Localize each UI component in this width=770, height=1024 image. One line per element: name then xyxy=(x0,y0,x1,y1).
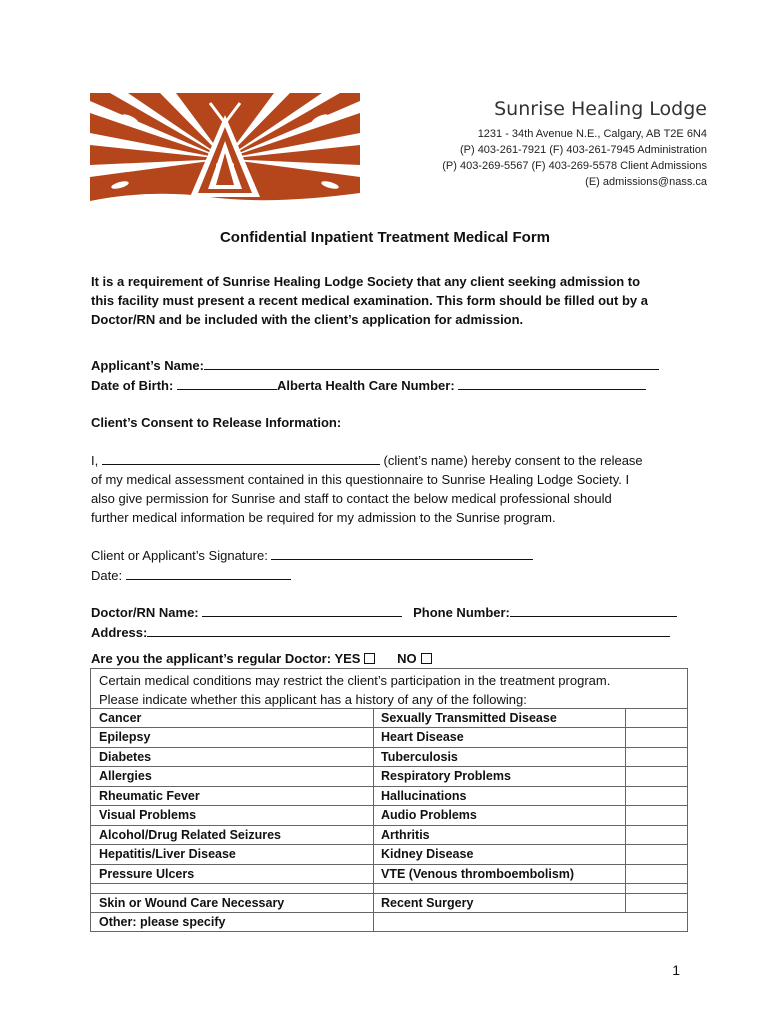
condition-check-cell[interactable] xyxy=(626,787,686,806)
condition-right-label: Arthritis xyxy=(381,828,430,842)
dob-field[interactable] xyxy=(177,375,277,390)
doctor-block xyxy=(91,602,691,642)
consent-line: also give permission for Sunrise and staff to contact the below medical professional should xyxy=(91,491,612,506)
condition-spacer-row xyxy=(91,883,687,894)
condition-row xyxy=(91,786,687,806)
condition-left-label: Diabetes xyxy=(99,750,152,764)
condition-check-cell[interactable] xyxy=(626,709,686,728)
condition-left-label: Skin or Wound Care Necessary xyxy=(99,896,285,910)
condition-right-label: Heart Disease xyxy=(381,730,464,744)
date-field[interactable] xyxy=(126,565,291,580)
condition-right-label: Sexually Transmitted Disease xyxy=(381,711,557,725)
condition-right-label: Audio Problems xyxy=(381,808,477,822)
signature-row xyxy=(91,545,691,565)
page-number: 1 xyxy=(672,962,680,978)
condition-right-label: Respiratory Problems xyxy=(381,769,511,783)
condition-row xyxy=(91,727,687,747)
doctor-name-field[interactable] xyxy=(202,602,402,617)
condition-row xyxy=(91,893,687,913)
no-label: NO xyxy=(397,651,417,666)
condition-check-cell[interactable] xyxy=(626,865,686,884)
condition-left-label: Visual Problems xyxy=(99,808,197,822)
condition-left-label: Alcohol/Drug Related Seizures xyxy=(99,828,281,842)
conditions-intro-line: Please indicate whether this applicant has a history of any of the following: xyxy=(99,692,527,707)
consent-line: of my medical assessment contained in this questionnaire to Sunrise Healing Lodge Society. I xyxy=(91,472,630,487)
consent-paragraph xyxy=(91,450,691,527)
condition-check-cell[interactable] xyxy=(626,728,686,747)
applicant-info xyxy=(91,355,691,395)
date-row xyxy=(91,565,691,585)
consent-line: further medical information be required for my admission to the Sunrise program. xyxy=(91,510,556,525)
condition-right-label: Kidney Disease xyxy=(381,847,474,861)
condition-left-label: Allergies xyxy=(99,769,152,783)
other-label: Other: please specify xyxy=(99,915,226,929)
condition-left-label: Pressure Ulcers xyxy=(99,867,195,881)
address-field[interactable] xyxy=(147,622,670,637)
organization-header xyxy=(442,98,707,190)
date-label: Date: xyxy=(91,568,123,583)
condition-check-cell[interactable] xyxy=(626,806,686,825)
condition-left-label: Epilepsy xyxy=(99,730,151,744)
consent-i: I, xyxy=(91,453,99,468)
yes-checkbox[interactable] xyxy=(364,653,375,664)
condition-left-label: Rheumatic Fever xyxy=(99,789,200,803)
condition-row xyxy=(91,805,687,825)
form-title: Confidential Inpatient Treatment Medical Form xyxy=(219,229,551,246)
address-row xyxy=(91,622,691,642)
client-name-field[interactable] xyxy=(102,450,380,465)
regular-doctor-label: Are you the applicant’s regular Doctor: YES xyxy=(91,651,361,666)
org-phone-admin: (P) 403-261-7921 (F) 403-261-7945 Administration xyxy=(459,144,707,156)
signature-label: Client or Applicant’s Signature: xyxy=(91,548,268,563)
condition-check-cell[interactable] xyxy=(626,767,686,786)
condition-left-label: Hepatitis/Liver Disease xyxy=(99,847,236,861)
regular-doctor-row xyxy=(91,649,691,668)
dob-label: Date of Birth: xyxy=(91,378,174,393)
org-email: (E) admissions@nass.ca xyxy=(585,176,707,188)
conditions-intro xyxy=(99,671,610,709)
no-checkbox[interactable] xyxy=(421,653,432,664)
intro-line: this facility must present a recent medical examination. This form should be filled out by a xyxy=(91,293,648,308)
address-label: Address: xyxy=(91,625,148,640)
condition-row xyxy=(91,864,687,884)
form-intro xyxy=(91,272,691,329)
org-phone-client: (P) 403-269-5567 (F) 403-269-5578 Client Admissions xyxy=(442,160,707,172)
consent-text: (client’s name) hereby consent to the release xyxy=(383,453,643,468)
dob-row xyxy=(91,375,691,395)
consent-heading: Client’s Consent to Release Information: xyxy=(91,415,342,430)
conditions-intro-line: Certain medical conditions may restrict the client’s participation in the treatment program. xyxy=(99,673,611,688)
condition-row xyxy=(91,825,687,845)
condition-check-cell[interactable] xyxy=(626,894,686,913)
condition-left-label: Cancer xyxy=(99,711,142,725)
applicant-name-label: Applicant’s Name: xyxy=(91,358,204,373)
doctor-name-label: Doctor/RN Name: xyxy=(91,605,199,620)
sunrise-logo xyxy=(90,93,360,226)
phone-label: Phone Number: xyxy=(413,605,510,620)
health-care-field[interactable] xyxy=(458,375,646,390)
column-divider xyxy=(373,708,374,931)
applicant-name-row xyxy=(91,355,691,375)
condition-right-label: VTE (Venous thromboembolism) xyxy=(381,867,575,881)
condition-check-cell[interactable] xyxy=(626,748,686,767)
signature-block xyxy=(91,545,691,585)
condition-right-label: Tuberculosis xyxy=(381,750,458,764)
org-address: 1231 - 34th Avenue N.E., Calgary, AB T2E 6N4 xyxy=(477,128,707,140)
intro-line: It is a requirement of Sunrise Healing Lodge Society that any client seeking admission to xyxy=(91,274,641,289)
other-row xyxy=(91,912,687,932)
condition-right-label: Recent Surgery xyxy=(381,896,474,910)
doctor-row xyxy=(91,602,691,622)
org-name: Sunrise Healing Lodge xyxy=(494,98,707,120)
phone-field[interactable] xyxy=(510,602,677,617)
condition-right-label: Hallucinations xyxy=(381,789,467,803)
applicant-name-field[interactable] xyxy=(204,355,659,370)
intro-line: Doctor/RN and be included with the client’s application for admission. xyxy=(91,312,524,327)
condition-row xyxy=(91,708,687,728)
condition-row xyxy=(91,747,687,767)
consent-line xyxy=(91,450,691,470)
condition-check-cell[interactable] xyxy=(626,845,686,864)
conditions-table xyxy=(90,668,688,932)
condition-row xyxy=(91,766,687,786)
condition-check-cell[interactable] xyxy=(626,826,686,845)
health-care-label: Alberta Health Care Number: xyxy=(276,378,455,393)
column-divider xyxy=(625,708,626,912)
signature-field[interactable] xyxy=(271,545,533,560)
condition-row xyxy=(91,844,687,864)
